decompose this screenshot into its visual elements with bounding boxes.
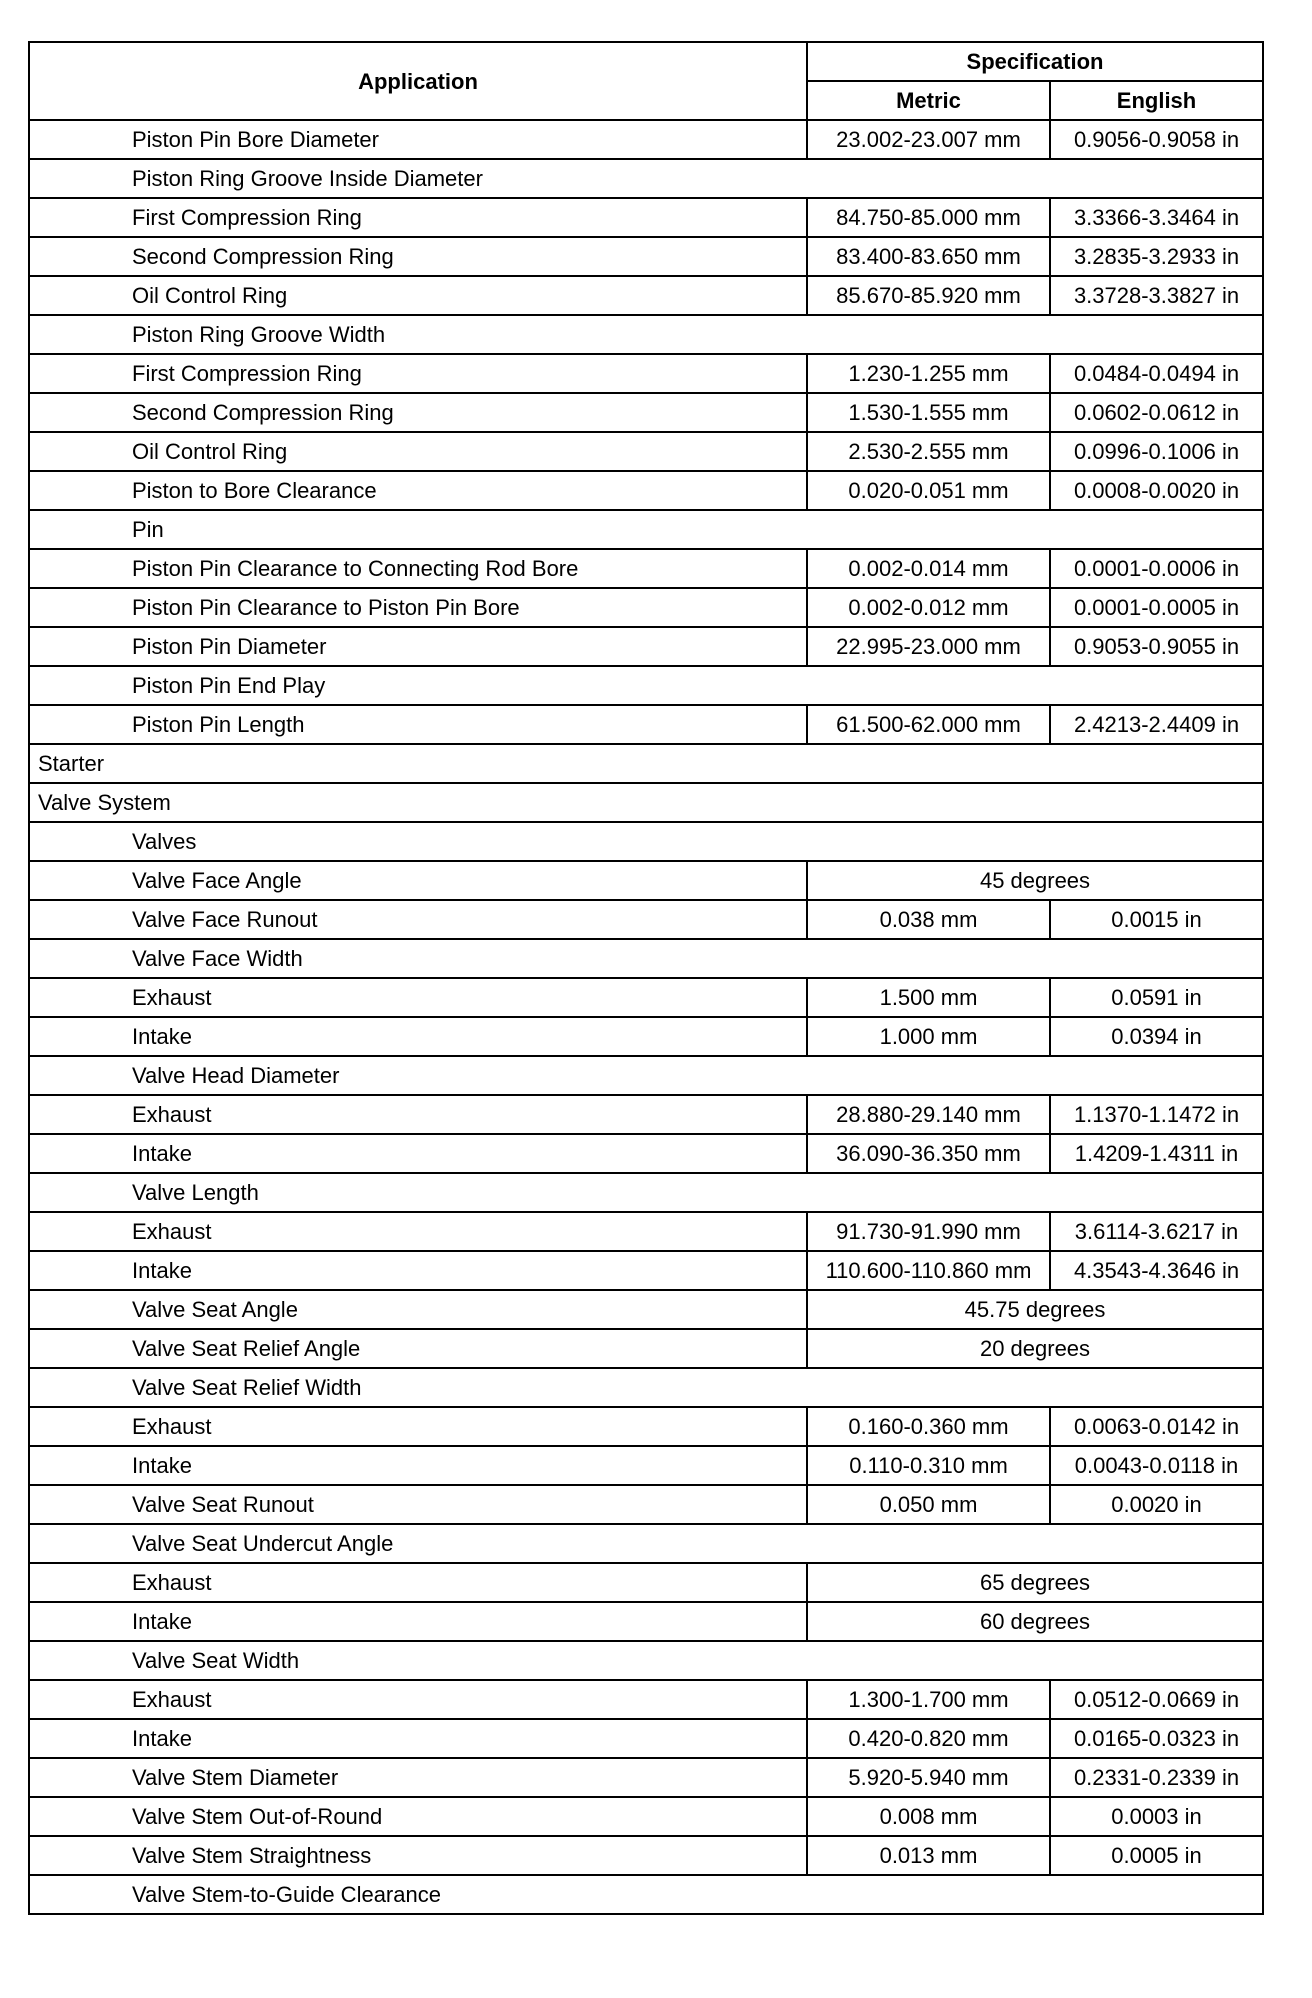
table-row <box>29 1719 1263 1758</box>
application-cell: Valve Seat Relief Angle <box>29 1329 807 1368</box>
english-cell: 3.3366-3.3464 in <box>1050 198 1263 237</box>
metric-header: Metric <box>807 81 1050 120</box>
english-cell: 0.0602-0.0612 in <box>1050 393 1263 432</box>
english-cell: 2.4213-2.4409 in <box>1050 705 1263 744</box>
application-cell: Intake <box>29 1017 807 1056</box>
application-cell: Valve Face Width <box>29 939 1263 978</box>
specification-cell: 60 degrees <box>807 1602 1263 1641</box>
metric-cell: 0.160-0.360 mm <box>807 1407 1050 1446</box>
application-cell: Oil Control Ring <box>29 276 807 315</box>
application-cell: Valve Seat Undercut Angle <box>29 1524 1263 1563</box>
specification-header: Specification <box>807 42 1263 81</box>
application-cell: Valve Face Angle <box>29 861 807 900</box>
table-row <box>29 939 1263 978</box>
english-cell: 1.4209-1.4311 in <box>1050 1134 1263 1173</box>
application-cell: Valve Seat Runout <box>29 1485 807 1524</box>
specification-cell: 65 degrees <box>807 1563 1263 1602</box>
metric-cell: 0.008 mm <box>807 1797 1050 1836</box>
table-row <box>29 978 1263 1017</box>
application-cell: Intake <box>29 1719 807 1758</box>
application-cell: Piston Pin Clearance to Piston Pin Bore <box>29 588 807 627</box>
metric-cell: 1.230-1.255 mm <box>807 354 1050 393</box>
table-row <box>29 432 1263 471</box>
metric-cell: 0.020-0.051 mm <box>807 471 1050 510</box>
application-cell: First Compression Ring <box>29 354 807 393</box>
application-cell: Valve Stem Straightness <box>29 1836 807 1875</box>
table-row <box>29 1446 1263 1485</box>
english-cell: 0.0996-0.1006 in <box>1050 432 1263 471</box>
application-cell: Valve Stem Out-of-Round <box>29 1797 807 1836</box>
table-row <box>29 900 1263 939</box>
application-cell: Piston Pin Bore Diameter <box>29 120 807 159</box>
table-row <box>29 1212 1263 1251</box>
english-cell: 0.9053-0.9055 in <box>1050 627 1263 666</box>
table-row <box>29 822 1263 861</box>
table-row <box>29 1602 1263 1641</box>
table-row <box>29 1524 1263 1563</box>
table-row <box>29 1173 1263 1212</box>
table-row <box>29 1485 1263 1524</box>
metric-cell: 83.400-83.650 mm <box>807 237 1050 276</box>
metric-cell: 0.050 mm <box>807 1485 1050 1524</box>
table-row <box>29 549 1263 588</box>
english-cell: 3.2835-3.2933 in <box>1050 237 1263 276</box>
metric-cell: 1.000 mm <box>807 1017 1050 1056</box>
application-cell: Piston Pin End Play <box>29 666 1263 705</box>
table-row <box>29 1368 1263 1407</box>
table-body <box>29 120 1263 1914</box>
application-cell: Piston Ring Groove Inside Diameter <box>29 159 1263 198</box>
table-row <box>29 159 1263 198</box>
table-row <box>29 1056 1263 1095</box>
specification-cell: 45.75 degrees <box>807 1290 1263 1329</box>
table-row <box>29 1563 1263 1602</box>
english-cell: 3.3728-3.3827 in <box>1050 276 1263 315</box>
metric-cell: 1.300-1.700 mm <box>807 1680 1050 1719</box>
application-cell: Valve Seat Relief Width <box>29 1368 1263 1407</box>
metric-cell: 85.670-85.920 mm <box>807 276 1050 315</box>
table-row <box>29 705 1263 744</box>
english-cell: 0.2331-0.2339 in <box>1050 1758 1263 1797</box>
specification-cell: 20 degrees <box>807 1329 1263 1368</box>
table-row <box>29 198 1263 237</box>
metric-cell: 0.420-0.820 mm <box>807 1719 1050 1758</box>
metric-cell: 0.038 mm <box>807 900 1050 939</box>
table-row <box>29 1290 1263 1329</box>
english-cell: 0.0063-0.0142 in <box>1050 1407 1263 1446</box>
application-cell: Intake <box>29 1134 807 1173</box>
table-row <box>29 315 1263 354</box>
english-cell: 0.0394 in <box>1050 1017 1263 1056</box>
table-header <box>29 42 1263 120</box>
table-row <box>29 783 1263 822</box>
table-row <box>29 276 1263 315</box>
application-cell: Pin <box>29 510 1263 549</box>
application-cell: Intake <box>29 1446 807 1485</box>
application-cell: Intake <box>29 1251 807 1290</box>
application-cell: Valve Head Diameter <box>29 1056 1263 1095</box>
metric-cell: 0.002-0.012 mm <box>807 588 1050 627</box>
english-cell: 0.0020 in <box>1050 1485 1263 1524</box>
table-row <box>29 1875 1263 1914</box>
application-cell: Valve Stem-to-Guide Clearance <box>29 1875 1263 1914</box>
table-row <box>29 744 1263 783</box>
application-cell: Valve Face Runout <box>29 900 807 939</box>
application-cell: Second Compression Ring <box>29 237 807 276</box>
table-row <box>29 588 1263 627</box>
table-row <box>29 666 1263 705</box>
application-cell: Piston Pin Diameter <box>29 627 807 666</box>
application-cell: Exhaust <box>29 1680 807 1719</box>
application-cell: Exhaust <box>29 1563 807 1602</box>
table-row <box>29 120 1263 159</box>
application-cell: Piston Pin Length <box>29 705 807 744</box>
application-cell: Exhaust <box>29 1095 807 1134</box>
table-row <box>29 861 1263 900</box>
metric-cell: 110.600-110.860 mm <box>807 1251 1050 1290</box>
table-row <box>29 471 1263 510</box>
application-cell: First Compression Ring <box>29 198 807 237</box>
metric-cell: 91.730-91.990 mm <box>807 1212 1050 1251</box>
metric-cell: 0.002-0.014 mm <box>807 549 1050 588</box>
english-cell: 1.1370-1.1472 in <box>1050 1095 1263 1134</box>
application-cell: Piston Pin Clearance to Connecting Rod Bore <box>29 549 807 588</box>
table-row <box>29 1680 1263 1719</box>
table-row <box>29 1095 1263 1134</box>
application-cell: Intake <box>29 1602 807 1641</box>
table-row <box>29 1836 1263 1875</box>
english-cell: 0.0015 in <box>1050 900 1263 939</box>
english-cell: 0.0005 in <box>1050 1836 1263 1875</box>
table-row <box>29 1407 1263 1446</box>
application-cell: Valve System <box>29 783 1263 822</box>
table-row <box>29 1797 1263 1836</box>
specification-table <box>28 41 1264 1915</box>
metric-cell: 84.750-85.000 mm <box>807 198 1050 237</box>
metric-cell: 61.500-62.000 mm <box>807 705 1050 744</box>
application-cell: Exhaust <box>29 978 807 1017</box>
application-cell: Valve Stem Diameter <box>29 1758 807 1797</box>
application-cell: Second Compression Ring <box>29 393 807 432</box>
metric-cell: 28.880-29.140 mm <box>807 1095 1050 1134</box>
english-cell: 3.6114-3.6217 in <box>1050 1212 1263 1251</box>
specification-cell: 45 degrees <box>807 861 1263 900</box>
application-cell: Valve Seat Angle <box>29 1290 807 1329</box>
english-cell: 0.0008-0.0020 in <box>1050 471 1263 510</box>
metric-cell: 0.110-0.310 mm <box>807 1446 1050 1485</box>
table-row <box>29 237 1263 276</box>
english-cell: 0.0001-0.0006 in <box>1050 549 1263 588</box>
application-header: Application <box>29 42 807 120</box>
table-row <box>29 627 1263 666</box>
english-cell: 0.0591 in <box>1050 978 1263 1017</box>
metric-cell: 5.920-5.940 mm <box>807 1758 1050 1797</box>
table-row <box>29 1641 1263 1680</box>
application-cell: Valve Seat Width <box>29 1641 1263 1680</box>
table-row <box>29 393 1263 432</box>
english-cell: 0.0165-0.0323 in <box>1050 1719 1263 1758</box>
application-cell: Piston to Bore Clearance <box>29 471 807 510</box>
application-cell: Starter <box>29 744 1263 783</box>
english-cell: 4.3543-4.3646 in <box>1050 1251 1263 1290</box>
table-row <box>29 1251 1263 1290</box>
english-cell: 0.0043-0.0118 in <box>1050 1446 1263 1485</box>
english-cell: 0.0512-0.0669 in <box>1050 1680 1263 1719</box>
application-cell: Valve Length <box>29 1173 1263 1212</box>
english-cell: 0.9056-0.9058 in <box>1050 120 1263 159</box>
metric-cell: 22.995-23.000 mm <box>807 627 1050 666</box>
english-cell: 0.0001-0.0005 in <box>1050 588 1263 627</box>
table-row <box>29 1758 1263 1797</box>
metric-cell: 0.013 mm <box>807 1836 1050 1875</box>
table-row <box>29 1329 1263 1368</box>
english-cell: 0.0484-0.0494 in <box>1050 354 1263 393</box>
table-row <box>29 1017 1263 1056</box>
metric-cell: 1.530-1.555 mm <box>807 393 1050 432</box>
application-cell: Piston Ring Groove Width <box>29 315 1263 354</box>
table-row <box>29 1134 1263 1173</box>
application-cell: Valves <box>29 822 1263 861</box>
application-cell: Exhaust <box>29 1407 807 1446</box>
table-row <box>29 510 1263 549</box>
table-row <box>29 354 1263 393</box>
metric-cell: 2.530-2.555 mm <box>807 432 1050 471</box>
metric-cell: 23.002-23.007 mm <box>807 120 1050 159</box>
header-row-top <box>29 42 1263 81</box>
application-cell: Exhaust <box>29 1212 807 1251</box>
metric-cell: 36.090-36.350 mm <box>807 1134 1050 1173</box>
application-cell: Oil Control Ring <box>29 432 807 471</box>
english-header: English <box>1050 81 1263 120</box>
english-cell: 0.0003 in <box>1050 1797 1263 1836</box>
metric-cell: 1.500 mm <box>807 978 1050 1017</box>
